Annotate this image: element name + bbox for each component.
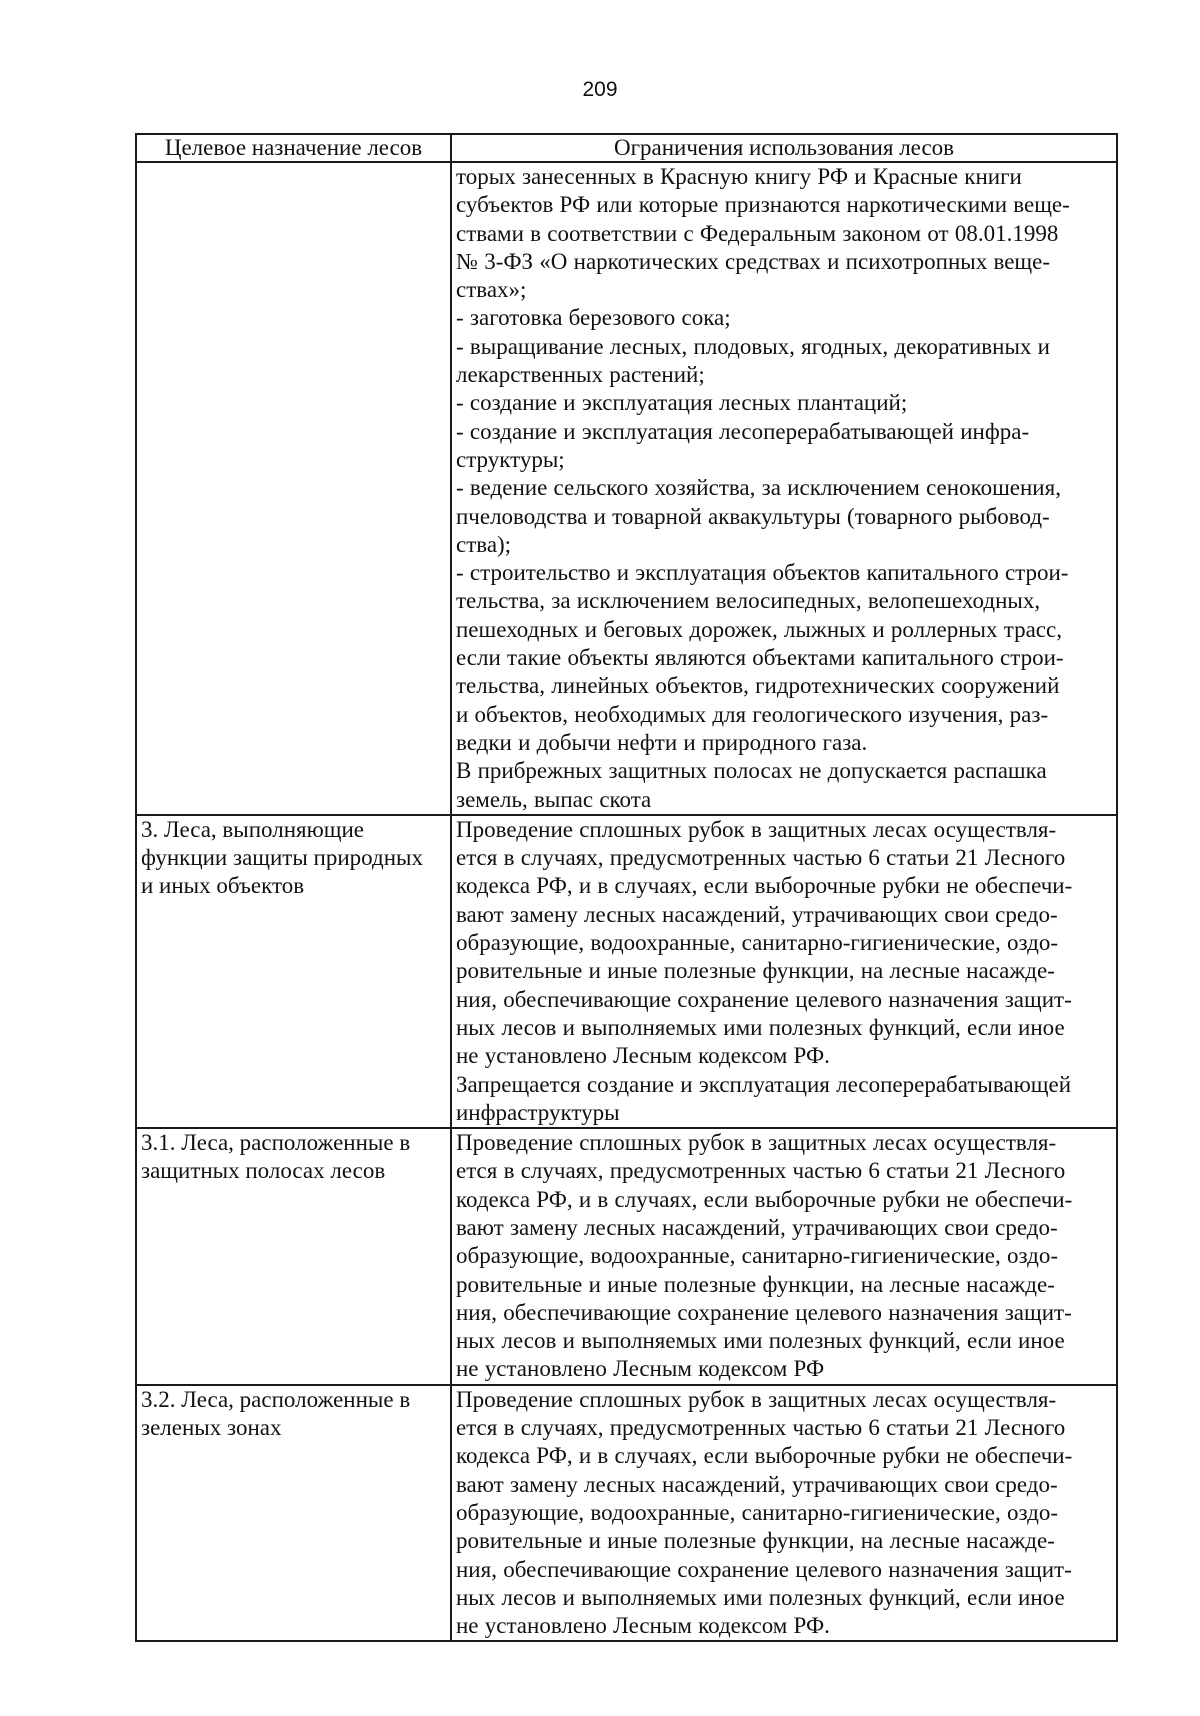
restriction-line: не установлено Лесным кодексом РФ.: [456, 1613, 830, 1639]
restriction-line: тельства, линейных объектов, гидротехнических сооружений: [456, 673, 1060, 699]
restriction-line: не установлено Лесным кодексом РФ.: [456, 1043, 830, 1069]
purpose-line: зеленых зонах: [141, 1415, 282, 1441]
restriction-line: ния, обеспечивающие сохранение целевого назначения защит-: [456, 986, 1072, 1012]
restriction-line: ных лесов и выполняемых ими полезных функций, если иное: [456, 1584, 1065, 1610]
purpose-line: 3. Леса, выполняющие: [141, 816, 365, 842]
restriction-line: кодекса РФ, и в случаях, если выборочные рубки не обеспечи-: [456, 873, 1073, 899]
restriction-line: ствах»;: [456, 277, 527, 303]
restriction-line: Проведение сплошных рубок в защитных лесах осуществля-: [456, 1130, 1057, 1156]
restriction-line: ровительные и иные полезные функции, на лесные насажде-: [456, 1271, 1055, 1297]
restriction-line: ства);: [456, 531, 512, 557]
restriction-line: - строительство и эксплуатация объектов капитального строи-: [456, 560, 1069, 586]
restriction-line: - выращивание лесных, плодовых, ягодных, декоративных и: [456, 333, 1050, 359]
forest-restrictions-table: [135, 133, 1118, 1642]
header-purpose: Целевое назначение лесов: [136, 134, 451, 162]
restriction-cell: [451, 162, 1117, 815]
restriction-line: кодекса РФ, и в случаях, если выборочные рубки не обеспечи-: [456, 1443, 1073, 1469]
restriction-line: ровительные и иные полезные функции, на лесные насажде-: [456, 958, 1055, 984]
restriction-line: - создание и эксплуатация лесных плантаций;: [456, 390, 908, 416]
restriction-line: ных лесов и выполняемых ими полезных функций, если иное: [456, 1014, 1065, 1040]
restriction-line: лекарственных растений;: [456, 362, 705, 388]
purpose-line: и иных объектов: [141, 873, 305, 899]
restriction-line: если такие объекты являются объектами капитального строи-: [456, 645, 1064, 671]
table-row: [136, 162, 1117, 815]
restriction-line: и объектов, необходимых для геологического изучения, раз-: [456, 701, 1049, 727]
restriction-line: не установлено Лесным кодексом РФ: [456, 1356, 825, 1382]
table-body: [136, 162, 1117, 1641]
restriction-cell: [451, 1128, 1117, 1385]
forest-purpose-cell: [136, 815, 451, 1128]
restriction-line: земель, выпас скота: [456, 786, 652, 812]
restriction-line: ния, обеспечивающие сохранение целевого назначения защит-: [456, 1299, 1072, 1325]
page-number: 209: [582, 78, 618, 101]
restriction-line: вают замену лесных насаждений, утрачивающих свои средо-: [456, 1471, 1058, 1497]
restriction-line: - заготовка березового сока;: [456, 305, 731, 331]
purpose-line: 3.1. Леса, расположенные в: [141, 1130, 411, 1156]
restriction-line: тельства, за исключением велосипедных, велопешеходных,: [456, 588, 1041, 614]
restriction-line: торых занесенных в Красную книгу РФ и Красные книги: [456, 164, 1022, 189]
restriction-line: ведки и добычи нефти и природного газа.: [456, 729, 868, 755]
restriction-line: вают замену лесных насаждений, утрачивающих свои средо-: [456, 901, 1058, 927]
restriction-line: субъектов РФ или которые признаются наркотическими веще-: [456, 192, 1070, 218]
restriction-line: пчеловодства и товарной аквакультуры (товарного рыбовод-: [456, 503, 1050, 529]
restriction-line: ных лесов и выполняемых ими полезных функций, если иное: [456, 1328, 1065, 1354]
restriction-cell: [451, 815, 1117, 1128]
purpose-line: защитных полосах лесов: [141, 1158, 386, 1184]
forest-purpose-cell: [136, 1385, 451, 1642]
restriction-line: ровительные и иные полезные функции, на лесные насажде-: [456, 1528, 1055, 1554]
table-header: [136, 134, 1117, 162]
restriction-line: В прибрежных защитных полосах не допускается распашка: [456, 758, 1047, 784]
restriction-line: инфраструктуры: [456, 1099, 620, 1125]
forest-purpose-cell: [136, 162, 451, 815]
restriction-line: - ведение сельского хозяйства, за исключением сенокошения,: [456, 475, 1061, 501]
purpose-line: 3.2. Леса, расположенные в: [141, 1386, 411, 1412]
restriction-line: Запрещается создание и эксплуатация лесоперерабатывающей: [456, 1071, 1072, 1097]
restriction-line: пешеходных и беговых дорожек, лыжных и роллерных трасс,: [456, 616, 1062, 642]
restriction-line: ется в случаях, предусмотренных частью 6 статьи 21 Лесного: [456, 845, 1066, 871]
restriction-line: ствами в соответствии с Федеральным законом от 08.01.1998: [456, 220, 1059, 246]
table-header-row: [136, 134, 1117, 162]
restriction-line: ния, обеспечивающие сохранение целевого назначения защит-: [456, 1556, 1072, 1582]
restriction-line: вают замену лесных насаждений, утрачивающих свои средо-: [456, 1214, 1058, 1240]
restriction-line: - создание и эксплуатация лесоперерабатывающей инфра-: [456, 418, 1030, 444]
restriction-line: образующие, водоохранные, санитарно-гигиенические, оздо-: [456, 1499, 1058, 1525]
header-restrictions: Ограничения использования лесов: [451, 134, 1117, 162]
restriction-line: ется в случаях, предусмотренных частью 6 статьи 21 Лесного: [456, 1415, 1066, 1441]
restriction-line: образующие, водоохранные, санитарно-гигиенические, оздо-: [456, 1243, 1058, 1269]
restriction-line: № 3-ФЗ «О наркотических средствах и психотропных веще-: [456, 248, 1050, 274]
restriction-line: образующие, водоохранные, санитарно-гигиенические, оздо-: [456, 930, 1058, 956]
restriction-line: кодекса РФ, и в случаях, если выборочные рубки не обеспечи-: [456, 1186, 1073, 1212]
restriction-cell: [451, 1385, 1117, 1642]
table-row: [136, 1128, 1117, 1385]
restriction-line: структуры;: [456, 446, 565, 472]
restriction-line: Проведение сплошных рубок в защитных лесах осуществля-: [456, 1386, 1057, 1412]
table-row: [136, 1385, 1117, 1642]
restriction-line: Проведение сплошных рубок в защитных лесах осуществля-: [456, 816, 1057, 842]
purpose-line: функции защиты природных: [141, 845, 423, 871]
table-row: [136, 815, 1117, 1128]
forest-purpose-cell: [136, 1128, 451, 1385]
restriction-line: ется в случаях, предусмотренных частью 6 статьи 21 Лесного: [456, 1158, 1066, 1184]
